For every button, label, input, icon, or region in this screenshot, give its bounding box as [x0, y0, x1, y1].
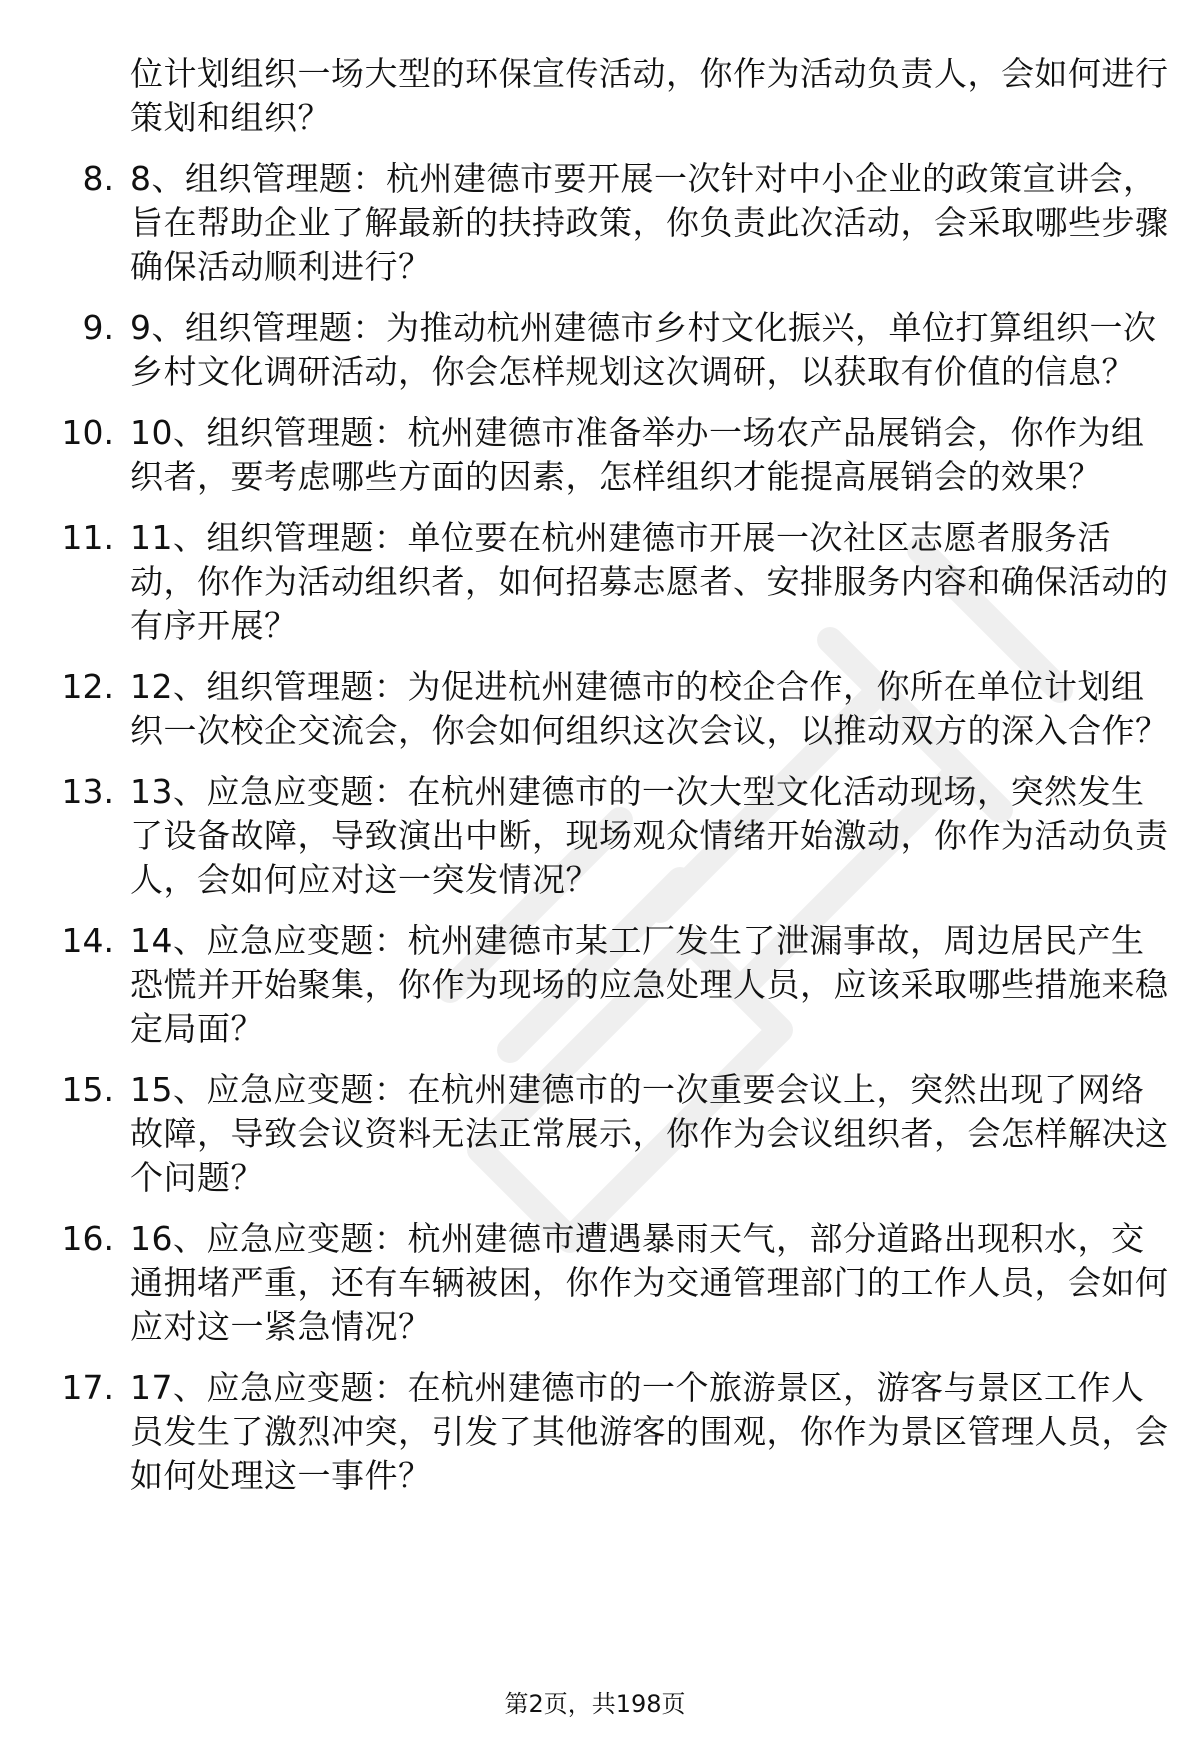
list-item	[0, 1366, 1190, 1498]
list-item	[0, 157, 1190, 289]
list-item-text: 8、组织管理题：杭州建德市要开展一次针对中小企业的政策宣讲会，旨在帮助企业了解最新的扶持政策，你负责此次活动，会采取哪些步骤确保活动顺利进行？	[130, 159, 1169, 286]
list-item	[0, 306, 1190, 394]
list-item-text: 17、应急应变题：在杭州建德市的一个旅游景区，游客与景区工作人员发生了激烈冲突，引发了其他游客的围观，你作为景区管理人员，会如何处理这一事件？	[130, 1368, 1169, 1495]
list-item-text: 11、组织管理题：单位要在杭州建德市开展一次社区志愿者服务活动，你作为活动组织者，如何招募志愿者、安排服务内容和确保活动的有序开展？	[130, 518, 1169, 645]
list-item-number: 9.	[82, 308, 114, 347]
page-footer: 第2页，共198页	[504, 1690, 686, 1718]
continued-question	[0, 52, 1190, 140]
list-item	[0, 770, 1190, 902]
list-item-number: 11.	[61, 518, 114, 557]
list-item-number: 8.	[82, 159, 114, 198]
list-item-number: 17.	[61, 1368, 114, 1407]
list-item-text: 12、组织管理题：为促进杭州建德市的校企合作，你所在单位计划组织一次校企交流会，你会如何组织这次会议，以推动双方的深入合作？	[130, 667, 1169, 750]
list-item-text: 10、组织管理题：杭州建德市准备举办一场农产品展销会，你作为组织者，要考虑哪些方面的因素，怎样组织才能提高展销会的效果？	[130, 413, 1145, 496]
list-item	[0, 516, 1190, 648]
list-item	[0, 411, 1190, 499]
list-item	[0, 1217, 1190, 1349]
list-item-text: 15、应急应变题：在杭州建德市的一次重要会议上，突然出现了网络故障，导致会议资料无法正常展示，你作为会议组织者，会怎样解决这个问题？	[130, 1070, 1169, 1197]
list-item	[0, 665, 1190, 753]
list-item-number: 12.	[61, 667, 114, 706]
list-item-number: 13.	[61, 772, 114, 811]
list-item-number: 16.	[61, 1219, 114, 1258]
list-item-text: 13、应急应变题：在杭州建德市的一次大型文化活动现场，突然发生了设备故障，导致演出中断，现场观众情绪开始激动，你作为活动负责人，会如何应对这一突发情况？	[130, 772, 1169, 899]
continued-question-text: 位计划组织一场大型的环保宣传活动，你作为活动负责人，会如何进行策划和组织？	[130, 54, 1169, 137]
list-item	[0, 1068, 1190, 1200]
question-list	[0, 52, 1190, 1515]
list-item-number: 15.	[61, 1070, 114, 1109]
list-item-text: 9、组织管理题：为推动杭州建德市乡村文化振兴，单位打算组织一次乡村文化调研活动，你会怎样规划这次调研，以获取有价值的信息？	[130, 308, 1157, 391]
list-item	[0, 919, 1190, 1051]
list-item-text: 16、应急应变题：杭州建德市遭遇暴雨天气，部分道路出现积水，交通拥堵严重，还有车辆被困，你作为交通管理部门的工作人员，会如何应对这一紧急情况？	[130, 1219, 1169, 1346]
list-item-text: 14、应急应变题：杭州建德市某工厂发生了泄漏事故，周边居民产生恐慌并开始聚集，你作为现场的应急处理人员，应该采取哪些措施来稳定局面？	[130, 921, 1169, 1048]
list-item-number: 10.	[61, 413, 114, 452]
list-item-number: 14.	[61, 921, 114, 960]
